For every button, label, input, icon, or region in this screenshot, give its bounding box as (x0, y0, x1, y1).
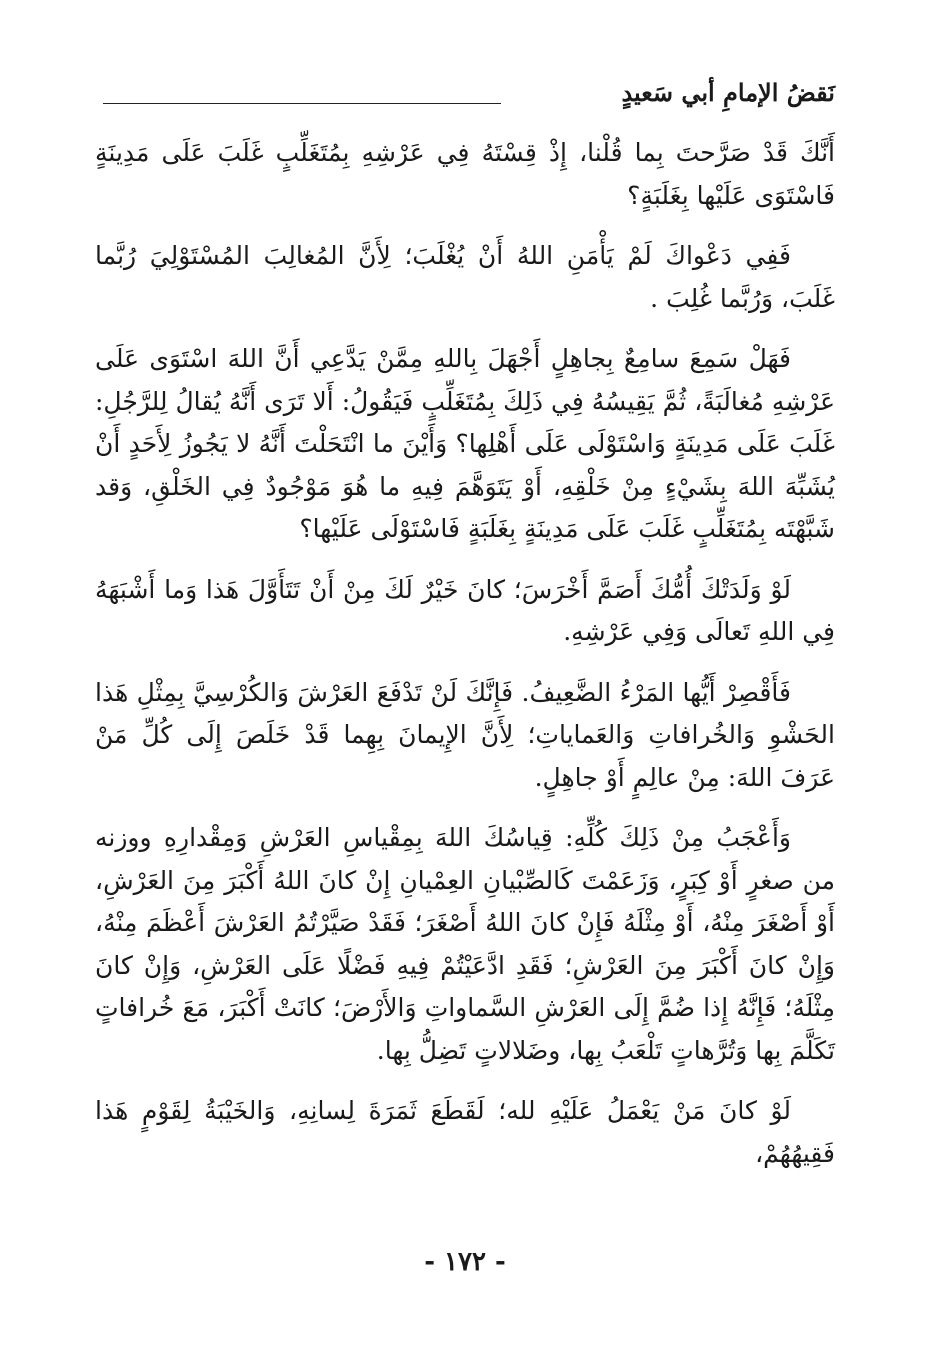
paragraph: وَأَعْجَبُ مِنْ ذَلِكَ كُلِّهِ: قِياسُكَ اللهَ بِمِقْياسِ العَرْشِ وَمِقْدارِهِ ووزنه من صغرٍ أَوْ كِبَرٍ، وَزَعَمْتَ كَالصِّبْيانِ العِمْيانِ إِنْ كانَ اللهُ أَكْبَرَ مِنَ العَرْشِ، أَوْ أَصْغَرَ مِنْهُ، أَوْ مِثْلَهُ فَإِنْ كانَ اللهُ أَصْغَرَ؛ فَقَدْ صَيَّرْتُمُ العَرْشَ أَعْظَمَ مِنْهُ، وَإِنْ كانَ أَكْبَرَ مِنَ العَرْشِ؛ فَقَدِ ادَّعَيْتُمْ فِيهِ فَضْلًا عَلَى العَرْشِ، وَإِنْ كانَ مِثْلَهُ؛ فَإِنَّهُ إِذا ضُمَّ إِلَى العَرْشِ السَّماواتِ وَالأَرْضَ؛ كانَتْ أَكْبَرَ، مَعَ خُرافاتٍ تَكَلَّمَ بِها وَتُرَّهاتٍ تَلْعَبُ بِها، وضَلالاتٍ تَضِلُّ بِها. (95, 823, 835, 1065)
body-text (95, 132, 835, 1175)
paragraph: أَنَّكَ قَدْ صَرَّحتَ بِما قُلْنا، إِذْ قِسْتَهُ فِي عَرْشِهِ بِمُتَغَلِّبٍ غَلَبَ عَلَى مَدِينَةٍ فَاسْتَوَى عَلَيْها بِغَلَبَةٍ؟ (95, 138, 835, 210)
paragraph: فَهَلْ سَمِعَ سامِعٌ بِجاهِلٍ أَجْهَلَ بِاللهِ مِمَّنْ يَدَّعِي أَنَّ اللهَ اسْتَوَى عَلَى عَرْشِهِ مُغالَبَةً، ثُمَّ يَقِيسُهُ فِي ذَلِكَ بِمُتَغَلِّبٍ فَيَقُولُ: أَلا تَرَى أَنَّهُ يُقالُ لِلرَّجُلِ: غَلَبَ عَلَى مَدِينَةٍ وَاسْتَوْلَى عَلَى أَهْلِها؟ وَأَيْنَ ما انْتَحَلْتَ أَنَّهُ لا يَجُوزُ لِأَحَدٍ أَنْ يُشَبِّهَ اللهَ بِشَيْءٍ مِنْ خَلْقِهِ، أَوْ يَتَوَهَّمَ فِيهِ ما هُوَ مَوْجُودٌ فِي الخَلْقِ، وَقد شَبَّهْتَه بِمُتَغَلِّبٍ غَلَبَ عَلَى مَدِينَةٍ بِغَلَبَةٍ فَاسْتَوْلَى عَلَيْها؟ (95, 344, 835, 543)
document-page (95, 70, 835, 1330)
paragraph: فَأَقْصِرْ أَيُّها المَرْءُ الضَّعِيفُ. فَإِنَّكَ لَنْ تَدْفَعَ العَرْشَ وَالكُرْسِيَّ بِمِثْلِ هَذا الحَشْوِ وَالخُرافاتِ وَالعَماياتِ؛ لِأَنَّ الإِيمانَ بِهِما قَدْ خَلَصَ إِلَى كُلِّ مَنْ عَرَفَ اللهَ: مِنْ عالِمٍ أَوْ جاهِلٍ. (95, 677, 835, 792)
paragraph: لَوْ كانَ مَنْ يَعْمَلُ عَلَيْهِ لله؛ لَقَطَعَ ثَمَرَةَ لِسانِهِ، وَالخَيْبَةُ لِقَوْمٍ هَذا فَقِيهُهُمْ، (95, 1096, 835, 1168)
running-head-title: نَقضُ الإمامِ أبي سَعيدٍ (621, 78, 835, 107)
paragraph: لَوْ وَلَدَتْكَ أُمُّكَ أَصَمَّ أَخْرَسَ؛ كانَ خَيْرٌ لَكَ مِنْ أَنْ تَتَأَوَّلَ هَذا وَما أَشْبَهَهُ فِي اللهِ تَعالَى وَفِي عَرْشِهِ. (95, 574, 835, 646)
paragraph: فَفِي دَعْواكَ لَمْ يَأْمَنِ اللهُ أَنْ يُغْلَبَ؛ لِأَنَّ المُغالِبَ المُسْتَوْلِيَ رُبَّما غَلَبَ، وَرُبَّما غُلِبَ . (95, 241, 835, 313)
running-head (95, 70, 835, 120)
page-number: - ١٧٢ - (424, 1247, 506, 1277)
running-head-rule (103, 103, 501, 104)
